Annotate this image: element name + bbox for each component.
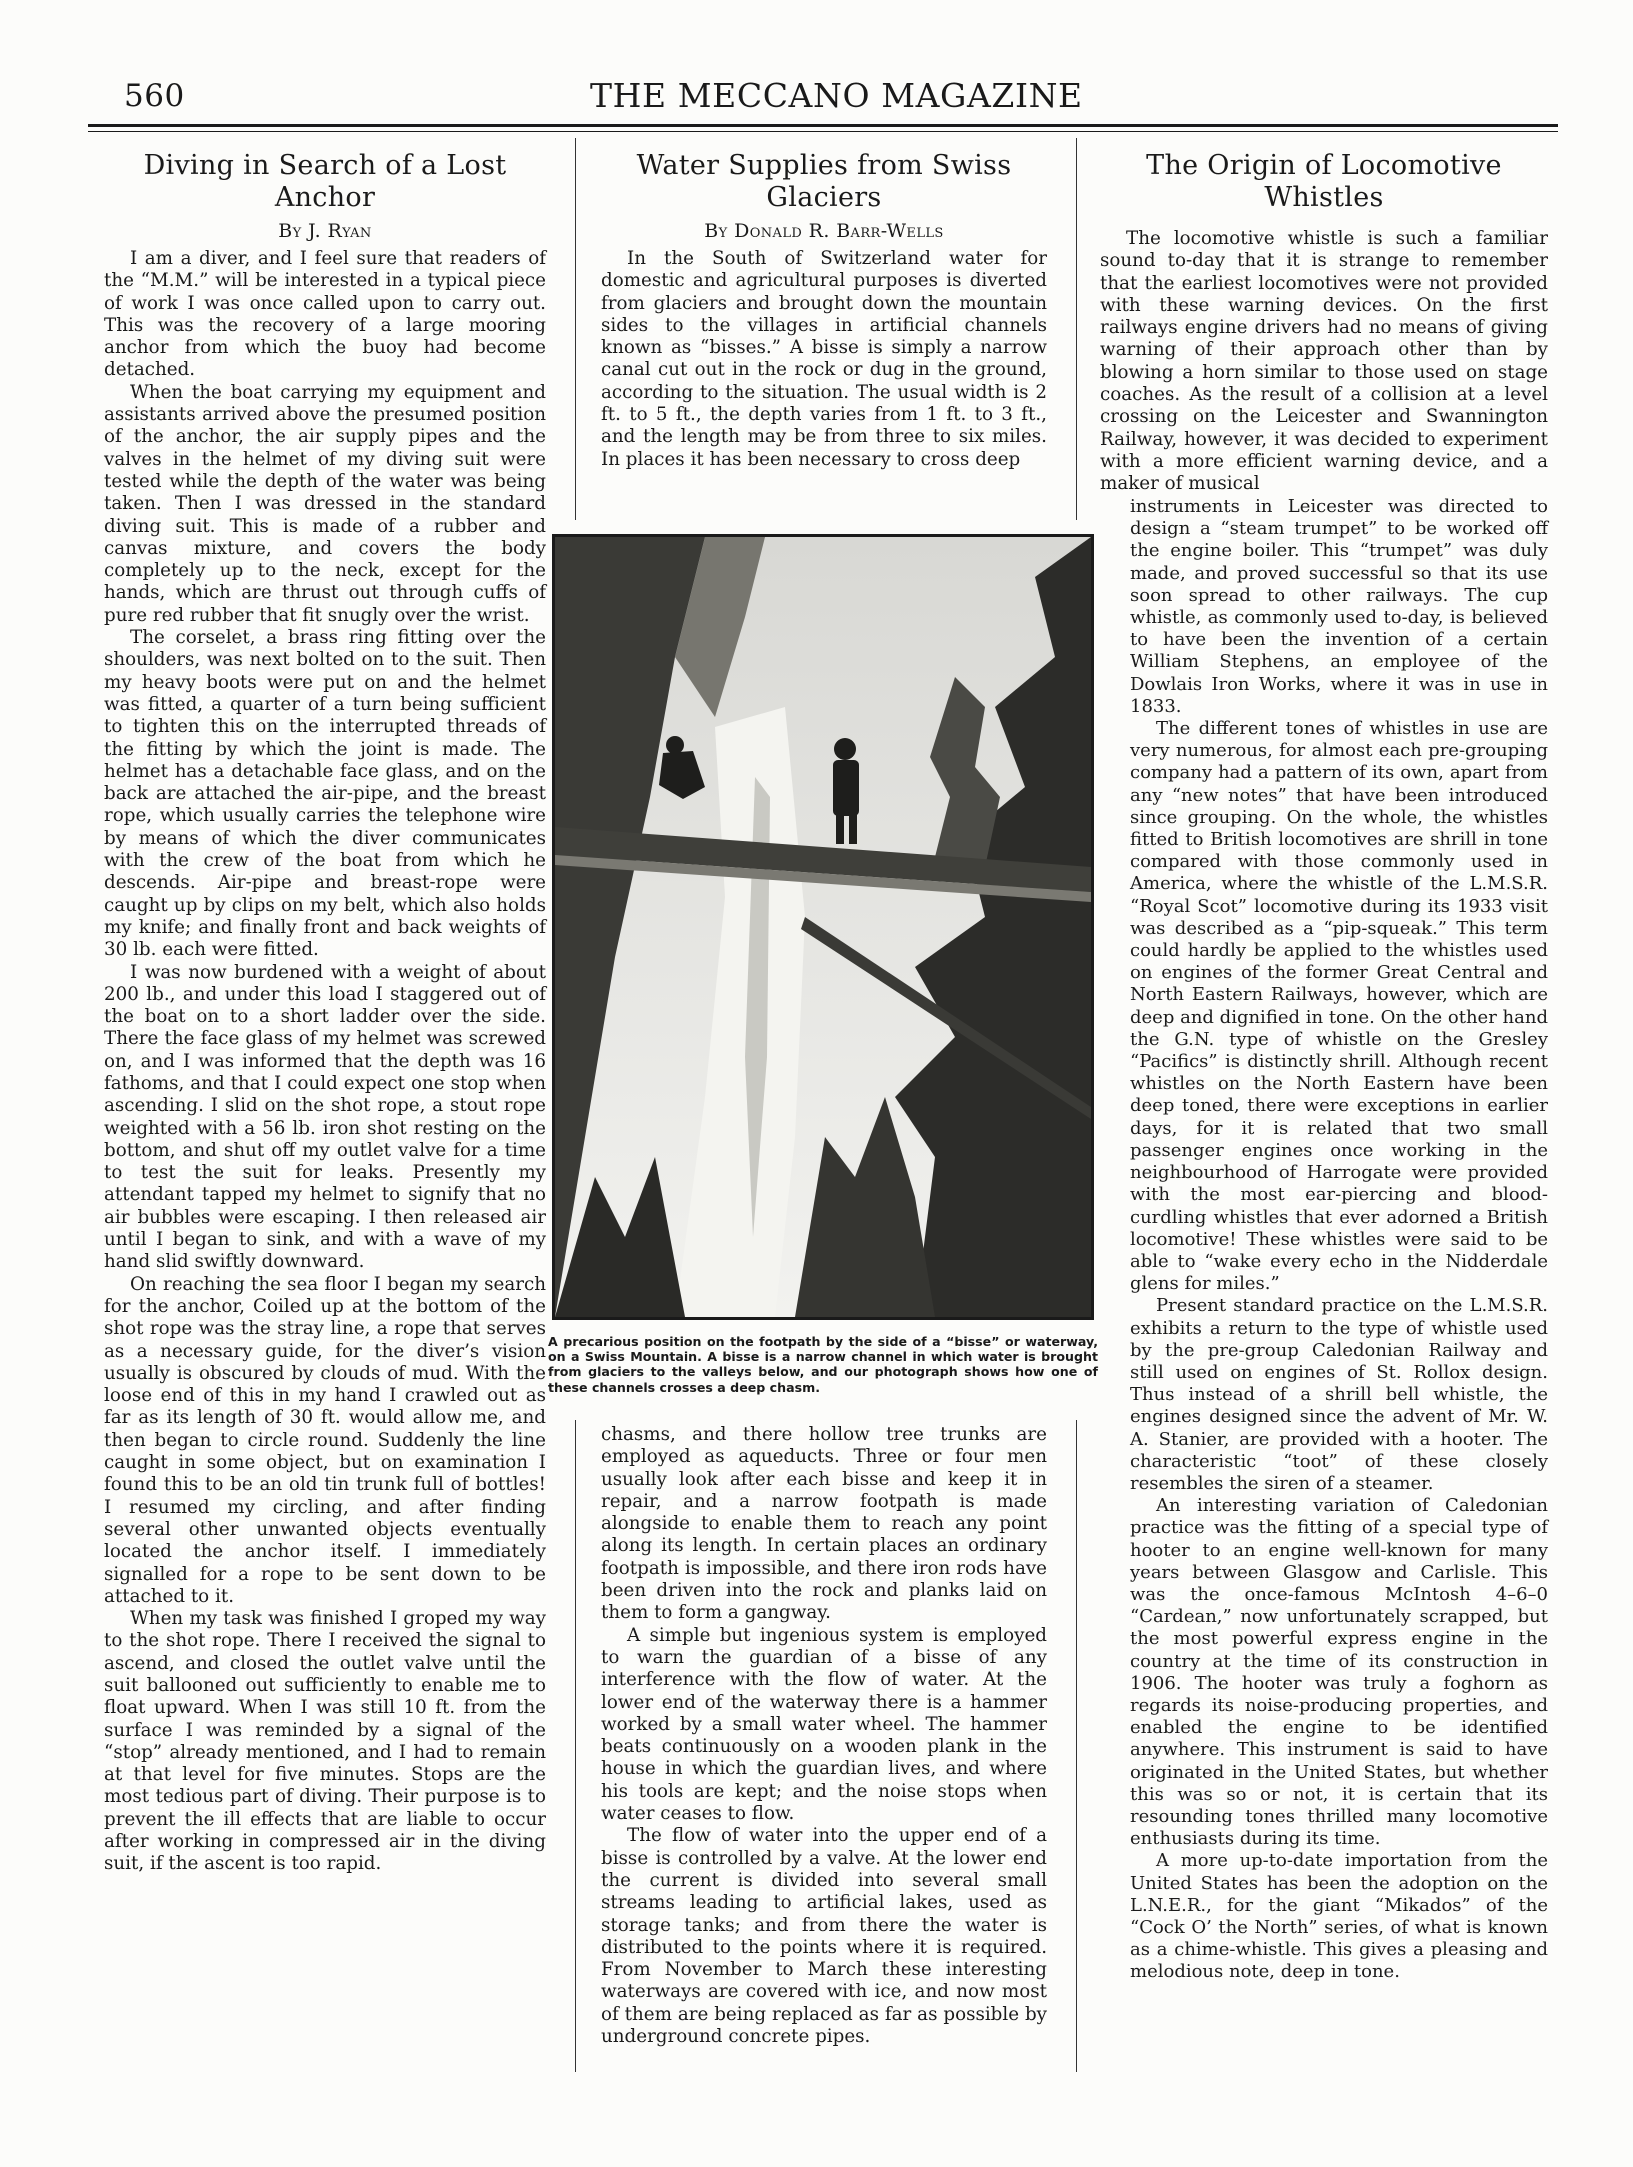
article-body-swiss-top — [601, 248, 1047, 471]
article-swiss — [601, 150, 1047, 471]
paragraph: I am a diver, and I feel sure that readers of the “M.M.” will be interested in a typical piece of work I was once called upon to carry out. This was the recovery of a large mooring anchor from which the buoy had become detached. — [104, 248, 546, 381]
byline-swiss: By Donald R. Barr-Wells — [704, 220, 944, 242]
paragraph: instruments in Leicester was directed to design a “steam trumpet” to be worked off the engine boiler. This “trumpet” was duly made, and proved successful so that its use soon spread to other railways. The cup whistle, as commonly used to-day, is believed to have been the invention of a certain William Stephens, an employee of the Dowlais Iron Works, where it was in use in 1833. — [1130, 496, 1548, 717]
paragraph: When my task was finished I groped my way to the shot rope. There I received the signal to ascend, and closed the outlet valve until the suit ballooned out sufficiently to enable me to float upward. When I was still 10 ft. from the surface I was reminded by a signal of the “stop” already mentioned, and I had to remain at that level for five minutes. Stops are the most tedious part of diving. Their purpose is to prevent the ill effects that are liable to occur after working in compressed air in the diving suit, if the ascent is too rapid. — [104, 1608, 546, 1875]
column-divider-right-top — [1076, 138, 1077, 520]
article-body-diving — [104, 248, 546, 1876]
paragraph: chasms, and there hollow tree trunks are employed as aqueducts. Three or four men usually look after each bisse and keep it in repair, and a narrow footpath is made alongside to enable them to reach any point along its length. In certain places an ordinary footpath is impossible, and there iron rods have been driven into the rock and planks laid on them to form a gangway. — [601, 1424, 1047, 1624]
article-title-whistles: The Origin of Locomotive Whistles — [1146, 150, 1502, 213]
paragraph: A more up-to-date importation from the United States has been the adoption on the L.N.E.R., for the giant “Mikados” of the “Cock O’ the North” series, of what is known as a chime-whistle. This gives a pleasing and melodious note, deep in tone. — [1130, 1850, 1548, 1983]
article-body-whistles-main — [1130, 496, 1548, 1984]
column-divider-right-bottom — [1076, 1420, 1077, 2072]
bisse-photograph — [552, 534, 1094, 1320]
column-divider-left-bottom — [575, 1420, 576, 2072]
column-divider-left-top — [575, 138, 576, 520]
paragraph: An interesting variation of Caledonian practice was the fitting of a special type of hooter to an engine well-known for many years between Glasgow and Carlisle. This was the once-famous McIntosh 4–6–0 “Cardean,” now unfortunately scrapped, but the most powerful express engine in the country at the time of its construction in 1906. The hooter was truly a foghorn as regards its noise-producing properties, and enabled the engine to be identified anywhere. This instrument is said to have originated in the United States, but whether this was so or not, it is certain that its resounding tones thrilled many locomotive enthusiasts during its time. — [1130, 1495, 1548, 1850]
article-body-swiss-bottom — [601, 1424, 1047, 2048]
paragraph: When the boat carrying my equipment and assistants arrived above the presumed position of the anchor, the air supply pipes and the valves in the helmet of my diving suit were tested while the depth of the water was being taken. Then I was dressed in the standard diving suit. This is made of a rubber and canvas mixture, and covers the body completely up to the neck, except for the hands, which are thrust out through cuffs of pure red rubber that fit snugly over the wrist. — [104, 381, 546, 626]
paragraph: The corselet, a brass ring fitting over the shoulders, was next bolted on to the suit. Then my heavy boots were put on and the helmet was fitted, a quarter of a turn being sufficient to tighten this on the interrupted threads of the fitting by which the joint is made. The helmet has a detachable face glass, and on the back are attached the air-pipe, and the breast rope, which usually carries the telephone wire by means of which the diver communicates with the crew of the boat from which he descends. Air-pipe and breast-rope were caught up by clips on my belt, which also holds my knife; and finally front and back weights of 30 lb. each were fitted. — [104, 627, 546, 961]
paragraph: I was now burdened with a weight of about 200 lb., and under this load I staggered out of the boat on to a short ladder over the side. There the face glass of my helmet was screwed on, and I was informed that the depth was 16 fathoms, and that I could expect one stop when ascending. I slid on the shot rope, a stout rope weighted with a 56 lb. iron shot resting on the bottom, and shut off my outlet valve for a time to test the suit for leaks. Presently my attendant tapped my helmet to signify that no air bubbles were escaping. I then released air until I began to sink, and with a wave of my hand slid swiftly downward. — [104, 961, 546, 1273]
magazine-title: THE MECCANO MAGAZINE — [590, 76, 1083, 115]
header-rule-thin — [88, 131, 1558, 132]
article-whistles — [1100, 150, 1548, 496]
bisse-photo-illustration — [555, 537, 1091, 1317]
paragraph: The locomotive whistle is such a familiar sound to-day that it is strange to remember that the earliest locomotives were not provided with these warning devices. On the first railways engine drivers had no means of giving warning of their approach other than by blowing a horn similar to those used on stage coaches. As the result of a collision at a level crossing on the Leicester and Swannington Railway, however, it was decided to experiment with a more efficient warning device, and a maker of musical — [1100, 228, 1548, 495]
byline-diving: By J. Ryan — [278, 220, 372, 242]
paragraph: In the South of Switzerland water for domestic and agricultural purposes is diverted from glaciers and brought down the mountain sides to the villages in artificial channels known as “bisses.” A bisse is simply a narrow canal cut out in the rock or dug in the ground, according to the situation. The usual width is 2 ft. to 5 ft., the depth varies from 1 ft. to 3 ft., and the length may be from three to six miles. In places it has been necessary to cross deep — [601, 248, 1047, 470]
article-title-swiss: Water Supplies from Swiss Glaciers — [636, 150, 1012, 213]
paragraph: A simple but ingenious system is employed to warn the guardian of a bisse of any interference with the flow of water. At the lower end of the waterway there is a hammer worked by a small water wheel. The hammer beats continuously on a wooden plank in the house in which the guardian lives, and where his tools are kept; and the noise stops when water ceases to flow. — [601, 1624, 1047, 1825]
paragraph: On reaching the sea floor I began my search for the anchor, Coiled up at the bottom of the shot rope was the stray line, a rope that serves as a necessary guide, for the diver’s vision usually is obscured by clouds of mud. With the loose end of this in my hand I crawled out as far as its length of 30 ft. would allow me, and then began to circle round. Suddenly the line caught in some object, but on examination I found this to be an old tin trunk full of bottles! I resumed my circling, and after finding several other unwanted objects eventually located the anchor itself. I immediately signalled for a rope to be sent down to be attached to it. — [104, 1273, 546, 1607]
header-rule-thick — [88, 124, 1558, 127]
paragraph: Present standard practice on the L.M.S.R. exhibits a return to the type of whistle used by the pre-group Caledonian Railway and still used on engines of St. Rollox design. Thus instead of a shrill bell whistle, the engines designed since the advent of Mr. W. A. Stanier, are provided with a hooter. The characteristic “toot” of these closely resembles the siren of a steamer. — [1130, 1295, 1548, 1494]
paragraph: The flow of water into the upper end of a bisse is controlled by a valve. At the lower end the current is divided into several small streams leading to artificial lakes, used as storage tanks; and from there the water is distributed to the points where it is required. From November to March these interesting waterways are covered with ice, and now most of them are being replaced as far as possible by underground concrete pipes. — [601, 1825, 1047, 2048]
article-title-diving: Diving in Search of a Lost Anchor — [143, 150, 507, 213]
article-body-whistles-top — [1100, 228, 1548, 496]
paragraph: The different tones of whistles in use are very numerous, for almost each pre-grouping company had a pattern of its own, apart from any “new notes” that have been introduced since grouping. On the whole, the whistles fitted to British locomotives are shrill in tone compared with those commonly used in America, where the whistle of the L.M.S.R. “Royal Scot” locomotive during its 1933 visit was described as a “pip-squeak.” This term could hardly be applied to the whistles used on engines of the former Great Central and North Eastern Railways, however, which are deep and dignified in tone. On the other hand the G.N. type of whistle on the Gresley “Pacifics” is distinctly shrill. Although recent whistles on the North Eastern have been deep toned, there were exceptions in earlier days, for it is related that two small passenger engines once working in the neighbourhood of Harrogate were provided with the most ear-piercing and blood-curdling whistles that ever adorned a British locomotive! These whistles were said to be able to “wake every echo in the Nidderdale glens for miles.” — [1130, 718, 1548, 1295]
page-number: 560 — [124, 78, 185, 114]
photo-caption: A precarious position on the footpath by the side of a “bisse” or waterway, on a Swiss Mountain. A bisse is a narrow channel in which water is brought from glaciers to the valleys below, and our photograph shows how one of these channels crosses a deep chasm. — [548, 1334, 1098, 1395]
article-diving — [104, 150, 546, 1876]
